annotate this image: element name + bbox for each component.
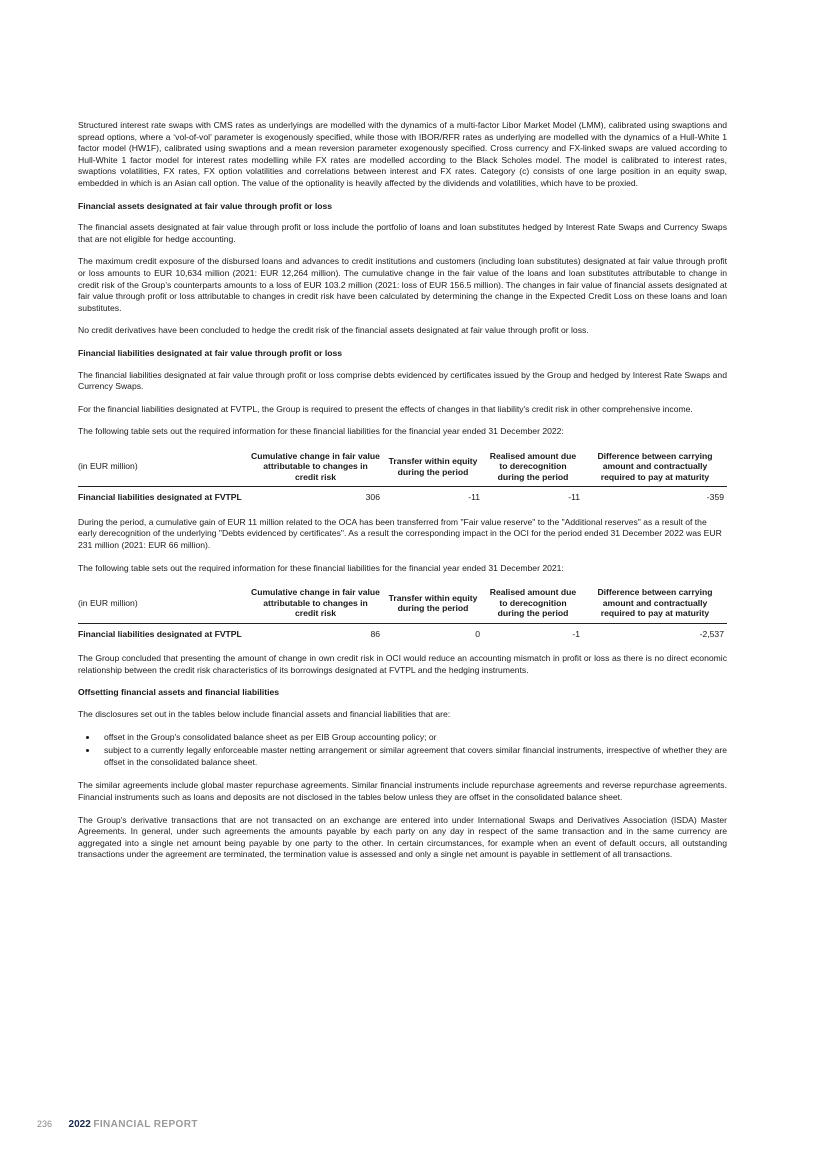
table-cell: 0 (475, 628, 480, 639)
table-cell: 86 (370, 628, 380, 639)
list-item: • subject to a currently legally enforceable master netting arrangement or similar agreement that covers similar financial instruments, irrespective of whether they are offset in the consolidated balance sheet. (98, 745, 727, 768)
section-heading: Financial assets designated at fair value through profit or loss (78, 200, 333, 211)
column-header: Cumulative change in fair value attributable to changes in credit risk (248, 585, 383, 623)
paragraph: The financial liabilities designated at fair value through profit or loss comprise debts evidenced by certificates issued by the Group and hedged by Interest Rate Swaps and Currency Swaps. (78, 369, 727, 392)
bullet-list (78, 732, 727, 769)
paragraph: The following table sets out the required information for these financial liabilities for the financial year ended 31 December 2021: (78, 562, 564, 573)
paragraph: Structured interest rate swaps with CMS rates as underlyings are modelled with the dynamics of a multi-factor Libor Market Model (LMM), calibrated using swaptions and spread options, where a ‘vol-of-vol’ parameter is exogenously specified, while those with IBOR/RFR rates as underlying are modelled with the dynamics of a Hull-White 1 factor model (HW1F), calibrated using swaptions and a mean reversion parameter exogenously specified. Cross currency and FX-linked swaps are valued according to Hull-White 1 factor model for interest rates modelling while FX rates are modelled according to the Black Scholes model. The model is calibrated to interest rates, swaptions volatilities, FX rates, FX option volatilities and correlations between interest and FX rates. Category (c) consists of one large position in an equity swap, embedded in which is an Asian call option. The value of the optionality is heavily affected by the dividends and volatilities, which have to be proxied. (78, 120, 727, 188)
unit-header: (in EUR million) (78, 585, 248, 623)
credit-risk-table-2021 (78, 585, 727, 639)
paragraph: The maximum credit exposure of the disbursed loans and advances to credit institutions and customers (including loan substitutes) designated at fair value through profit or loss amounts to EUR 10,634 million (2021: EUR 12,264 million). The cumulative change in the fair value of the loans and loan substitutes attributable to change in credit risk of the Group’s counterparts amounts to a loss of EUR 103.2 million (2021: loss of EUR 156.5 million). The changes in fair value of financial assets designated at fair value through profit or loss attributable to changes in credit risk have been calculated by determining the change in the Expected Credit Loss on these loans and loan substitutes. (78, 256, 727, 313)
report-title: FINANCIAL REPORT (93, 1119, 198, 1130)
table-cell: -359 (706, 492, 724, 503)
column-header: Transfer within equity during the period (383, 585, 483, 623)
page-footer (37, 1119, 198, 1130)
column-header: Realised amount due to derecognition during the period (483, 585, 583, 623)
page-number: 236 (37, 1119, 53, 1129)
unit-header: (in EUR million) (78, 449, 248, 487)
table-cell: -11 (568, 492, 580, 503)
paragraph: For the financial liabilities designated at FVTPL, the Group is required to present the effects of changes in that liability's credit risk in other comprehensive income. (78, 403, 693, 414)
column-header: Difference between carrying amount and contractually required to pay at maturity (583, 449, 727, 487)
paragraph: The following table sets out the required information for these financial liabilities for the financial year ended 31 December 2022: (78, 426, 564, 437)
paragraph: The disclosures set out in the tables below include financial assets and financial liabilities that are: (78, 709, 451, 720)
table-row (78, 487, 727, 503)
column-header: Cumulative change in fair value attributable to changes in credit risk (248, 449, 383, 487)
table-cell: 306 (365, 492, 380, 503)
table-header-row (78, 585, 727, 623)
column-header: Realised amount due to derecognition during the period (483, 449, 583, 487)
column-header: Difference between carrying amount and contractually required to pay at maturity (583, 585, 727, 623)
table-header-row (78, 449, 727, 487)
table-cell: -1 (572, 628, 580, 639)
paragraph: The Group's derivative transactions that are not transacted on an exchange are entered into under International Swaps and Derivatives Association (ISDA) Master Agreements. In general, under such agreements the amounts payable by each party on any day in respect of the same transaction and in the same currency are aggregated into a single net amount being payable by one party to the other. In certain circumstances, for example when an event of default occurs, all outstanding transactions under the agreement are terminated, the termination value is assessed and only a single net amount is payable in settlement of all transactions. (78, 814, 727, 860)
table-cell: -2,537 (699, 628, 724, 639)
list-item: • offset in the Group's consolidated balance sheet as per EIB Group accounting policy; or (98, 732, 727, 744)
row-label: Financial liabilities designated at FVTPL (78, 492, 242, 503)
report-year: 2022 (68, 1119, 91, 1130)
report-page-content (78, 120, 727, 872)
paragraph: During the period, a cumulative gain of EUR 11 million related to the OCA has been transferred from "Fair value reserve" to the "Additional reserves" as a result of the early derecognition of the underlying "Debts evidenced by certificates". As a result the corresponding impact in the OCI for the period ended 31 December 2022 was EUR 231 million (2021: EUR 66 million). (78, 516, 722, 551)
paragraph: No credit derivatives have been concluded to hedge the credit risk of the financial assets designated at fair value through profit or loss. (78, 325, 589, 336)
row-label: Financial liabilities designated at FVTPL (78, 628, 242, 639)
credit-risk-table-2022 (78, 449, 727, 503)
paragraph: The financial assets designated at fair value through profit or loss include the portfolio of loans and loan substitutes hedged by Interest Rate Swaps and Currency Swaps that are not eligible for hedge accounting. (78, 222, 727, 244)
table-cell: -11 (468, 492, 480, 503)
section-heading: Offsetting financial assets and financial liabilities (78, 687, 280, 698)
paragraph: The Group concluded that presenting the amount of change in own credit risk in OCI would reduce an accounting mismatch in profit or loss as there is no direct economic relationship between the credit risk characteristics of its borrowings designated at FVTPL and the hedging instruments. (78, 653, 727, 675)
paragraph: The similar agreements include global master repurchase agreements. Similar financial instruments include repurchase agreements and reverse repurchase agreements. Financial instruments such as loans and deposits are not disclosed in the tables below unless they are offset in the consolidated balance sheet. (78, 780, 727, 802)
column-header: Transfer within equity during the period (383, 449, 483, 487)
table-row (78, 623, 727, 639)
section-heading: Financial liabilities designated at fair value through profit or loss (78, 347, 343, 358)
